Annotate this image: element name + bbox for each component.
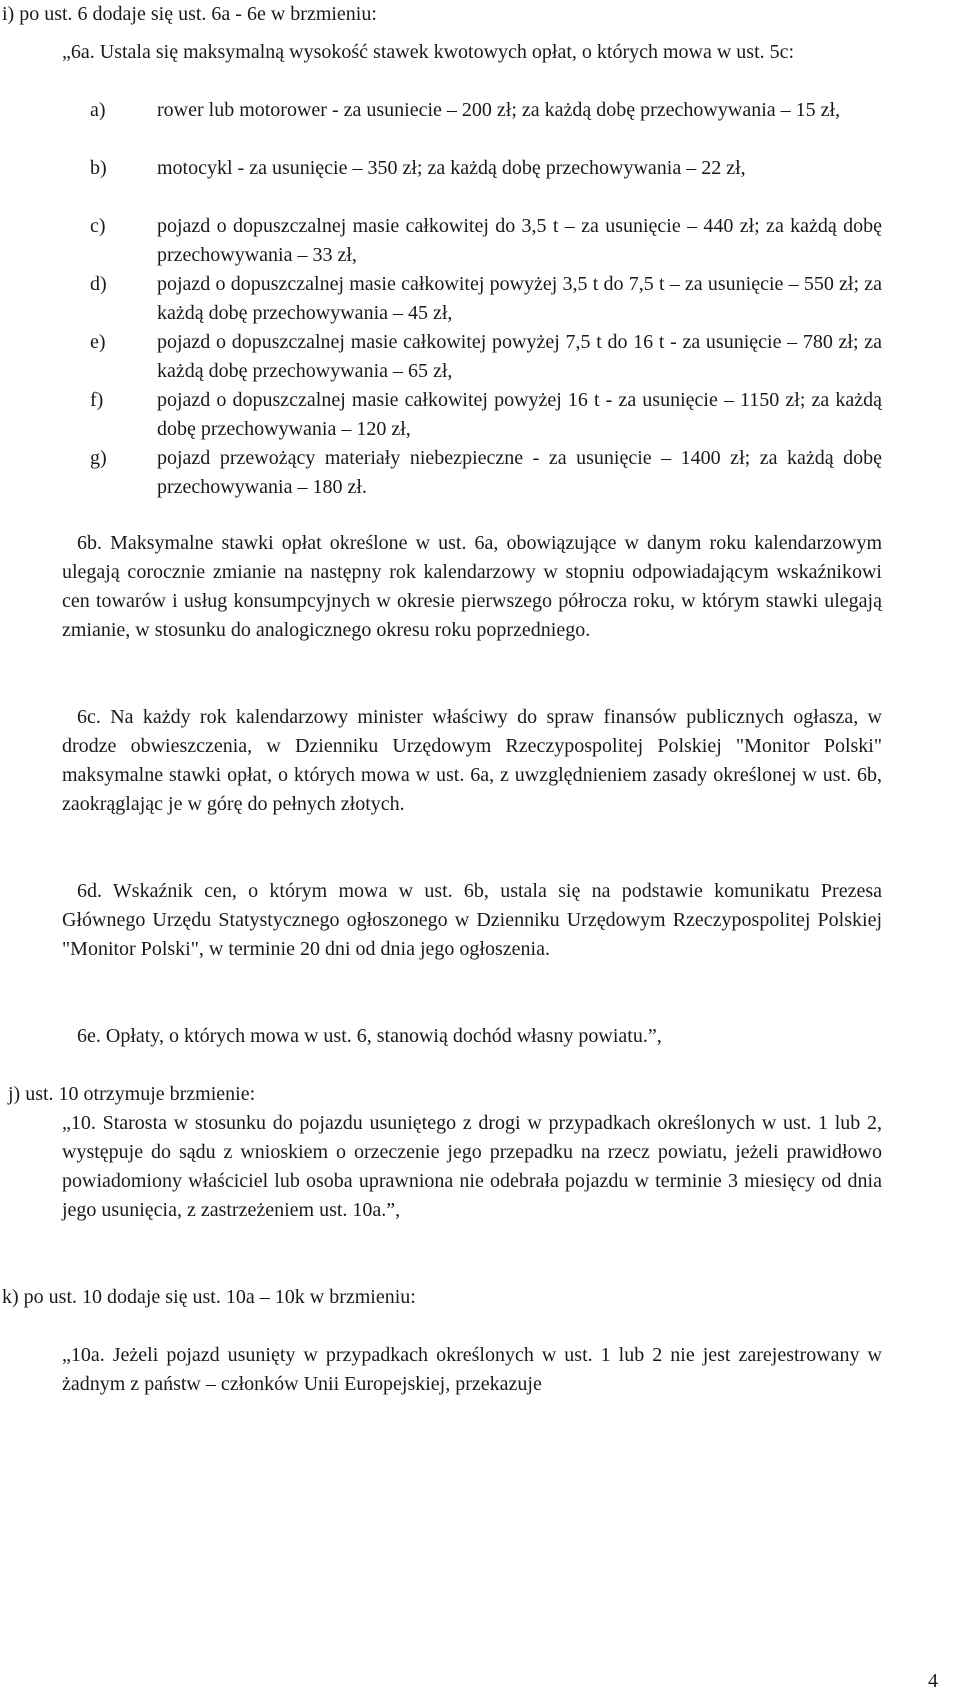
list-text: pojazd o dopuszczalnej masie całkowitej powyżej 7,5 t do 16 t - za usunięcie – 780 zł; za każdą dobę przechowywania – 65 zł, <box>157 331 882 382</box>
paragraph-6a-lead: „6a. Ustala się maksymalną wysokość stawek kwotowych opłat, o których mowa w ust. 5c: <box>62 41 795 63</box>
paragraph-6e: 6e. Opłaty, o których mowa w ust. 6, stanowią dochód własny powiatu.”, <box>77 1025 662 1047</box>
list-item-a <box>90 96 882 125</box>
list-label: e) <box>90 331 106 353</box>
list-text: motocykl - za usunięcie – 350 zł; za każdą dobę przechowywania – 22 zł, <box>157 157 746 179</box>
list-text: pojazd o dopuszczalnej masie całkowitej do 3,5 t – za usunięcie – 440 zł; za każdą dobę przechowywania – 33 zł, <box>157 215 882 266</box>
paragraph-6d: 6d. Wskaźnik cen, o którym mowa w ust. 6b, ustala się na podstawie komunikatu Prezesa Głównego Urzędu Statystycznego ogłoszonego w Dzienniku Urzędowym Rzeczypospolitej Polskiej "Monitor Polski", w terminie 20 dni od dnia jego ogłoszenia. <box>62 880 882 960</box>
paragraph-10a: „10a. Jeżeli pojazd usunięty w przypadkach określonych w ust. 1 lub 2 nie jest zarejestrowany w żadnym z państw – członków Unii Europejskiej, przekazuje <box>62 1344 882 1395</box>
list-item-c <box>90 212 882 270</box>
list-label: b) <box>90 157 107 179</box>
list-text: pojazd o dopuszczalnej masie całkowitej powyżej 3,5 t do 7,5 t – za usunięcie – 550 zł; za każdą dobę przechowywania – 45 zł, <box>157 273 882 324</box>
list-text: rower lub motorower - za usuniecie – 200 zł; za każdą dobę przechowywania – 15 zł, <box>157 99 841 121</box>
paragraph-6c: 6c. Na każdy rok kalendarzowy minister właściwy do spraw finansów publicznych ogłasza, w drodze obwieszczenia, w Dzienniku Urzędowym Rzeczypospolitej Polskiej "Monitor Polski" maksymalne stawki opłat, o których mowa w ust. 6a, z uwzględnieniem zasady określonej w ust. 6b, zaokrąglając je w górę do pełnych złotych. <box>62 706 882 815</box>
list-label: c) <box>90 215 106 237</box>
paragraph-6b: 6b. Maksymalne stawki opłat określone w ust. 6a, obowiązujące w danym roku kalendarzowym ulegają corocznie zmianie na następny rok kalendarzowy w stopniu odpowiadającym wskaźnikowi cen towarów i usług konsumpcyjnych w okresie pierwszego półrocza roku, w którym stawki ulegają zmianie, w stosunku do analogicznego okresu roku poprzedniego. <box>62 532 882 641</box>
list-label: d) <box>90 273 107 295</box>
list-item-d <box>90 270 882 328</box>
list-label: g) <box>90 447 107 469</box>
list-label: f) <box>90 389 104 411</box>
amendment-k-intro: k) po ust. 10 dodaje się ust. 10a – 10k w brzmieniu: <box>2 1286 416 1308</box>
amendment-j-intro: j) ust. 10 otrzymuje brzmienie: <box>8 1083 256 1105</box>
list-text: pojazd przewożący materiały niebezpieczne - za usunięcie – 1400 zł; za każdą dobę przechowywania – 180 zł. <box>157 447 882 498</box>
list-item-b <box>90 154 882 183</box>
list-item-g <box>90 444 882 502</box>
list-item-f <box>90 386 882 444</box>
list-text: pojazd o dopuszczalnej masie całkowitej powyżej 16 t - za usunięcie – 1150 zł; za każdą dobę przechowywania – 120 zł, <box>157 389 882 440</box>
page-number: 4 <box>928 1670 938 1692</box>
list-label: a) <box>90 99 106 121</box>
amendment-i-intro: i) po ust. 6 dodaje się ust. 6a - 6e w brzmieniu: <box>2 3 377 25</box>
list-item-e <box>90 328 882 386</box>
paragraph-10: „10. Starosta w stosunku do pojazdu usuniętego z drogi w przypadkach określonych w ust. 1 lub 2, występuje do sądu z wnioskiem o orzeczenie jego przepadku na rzecz powiatu, jeżeli prawidłowo powiadomiony właściciel lub osoba uprawniona nie odebrała pojazdu w terminie 3 miesięcy od dnia jego usunięcia, z zastrzeżeniem ust. 10a.”, <box>62 1112 882 1221</box>
